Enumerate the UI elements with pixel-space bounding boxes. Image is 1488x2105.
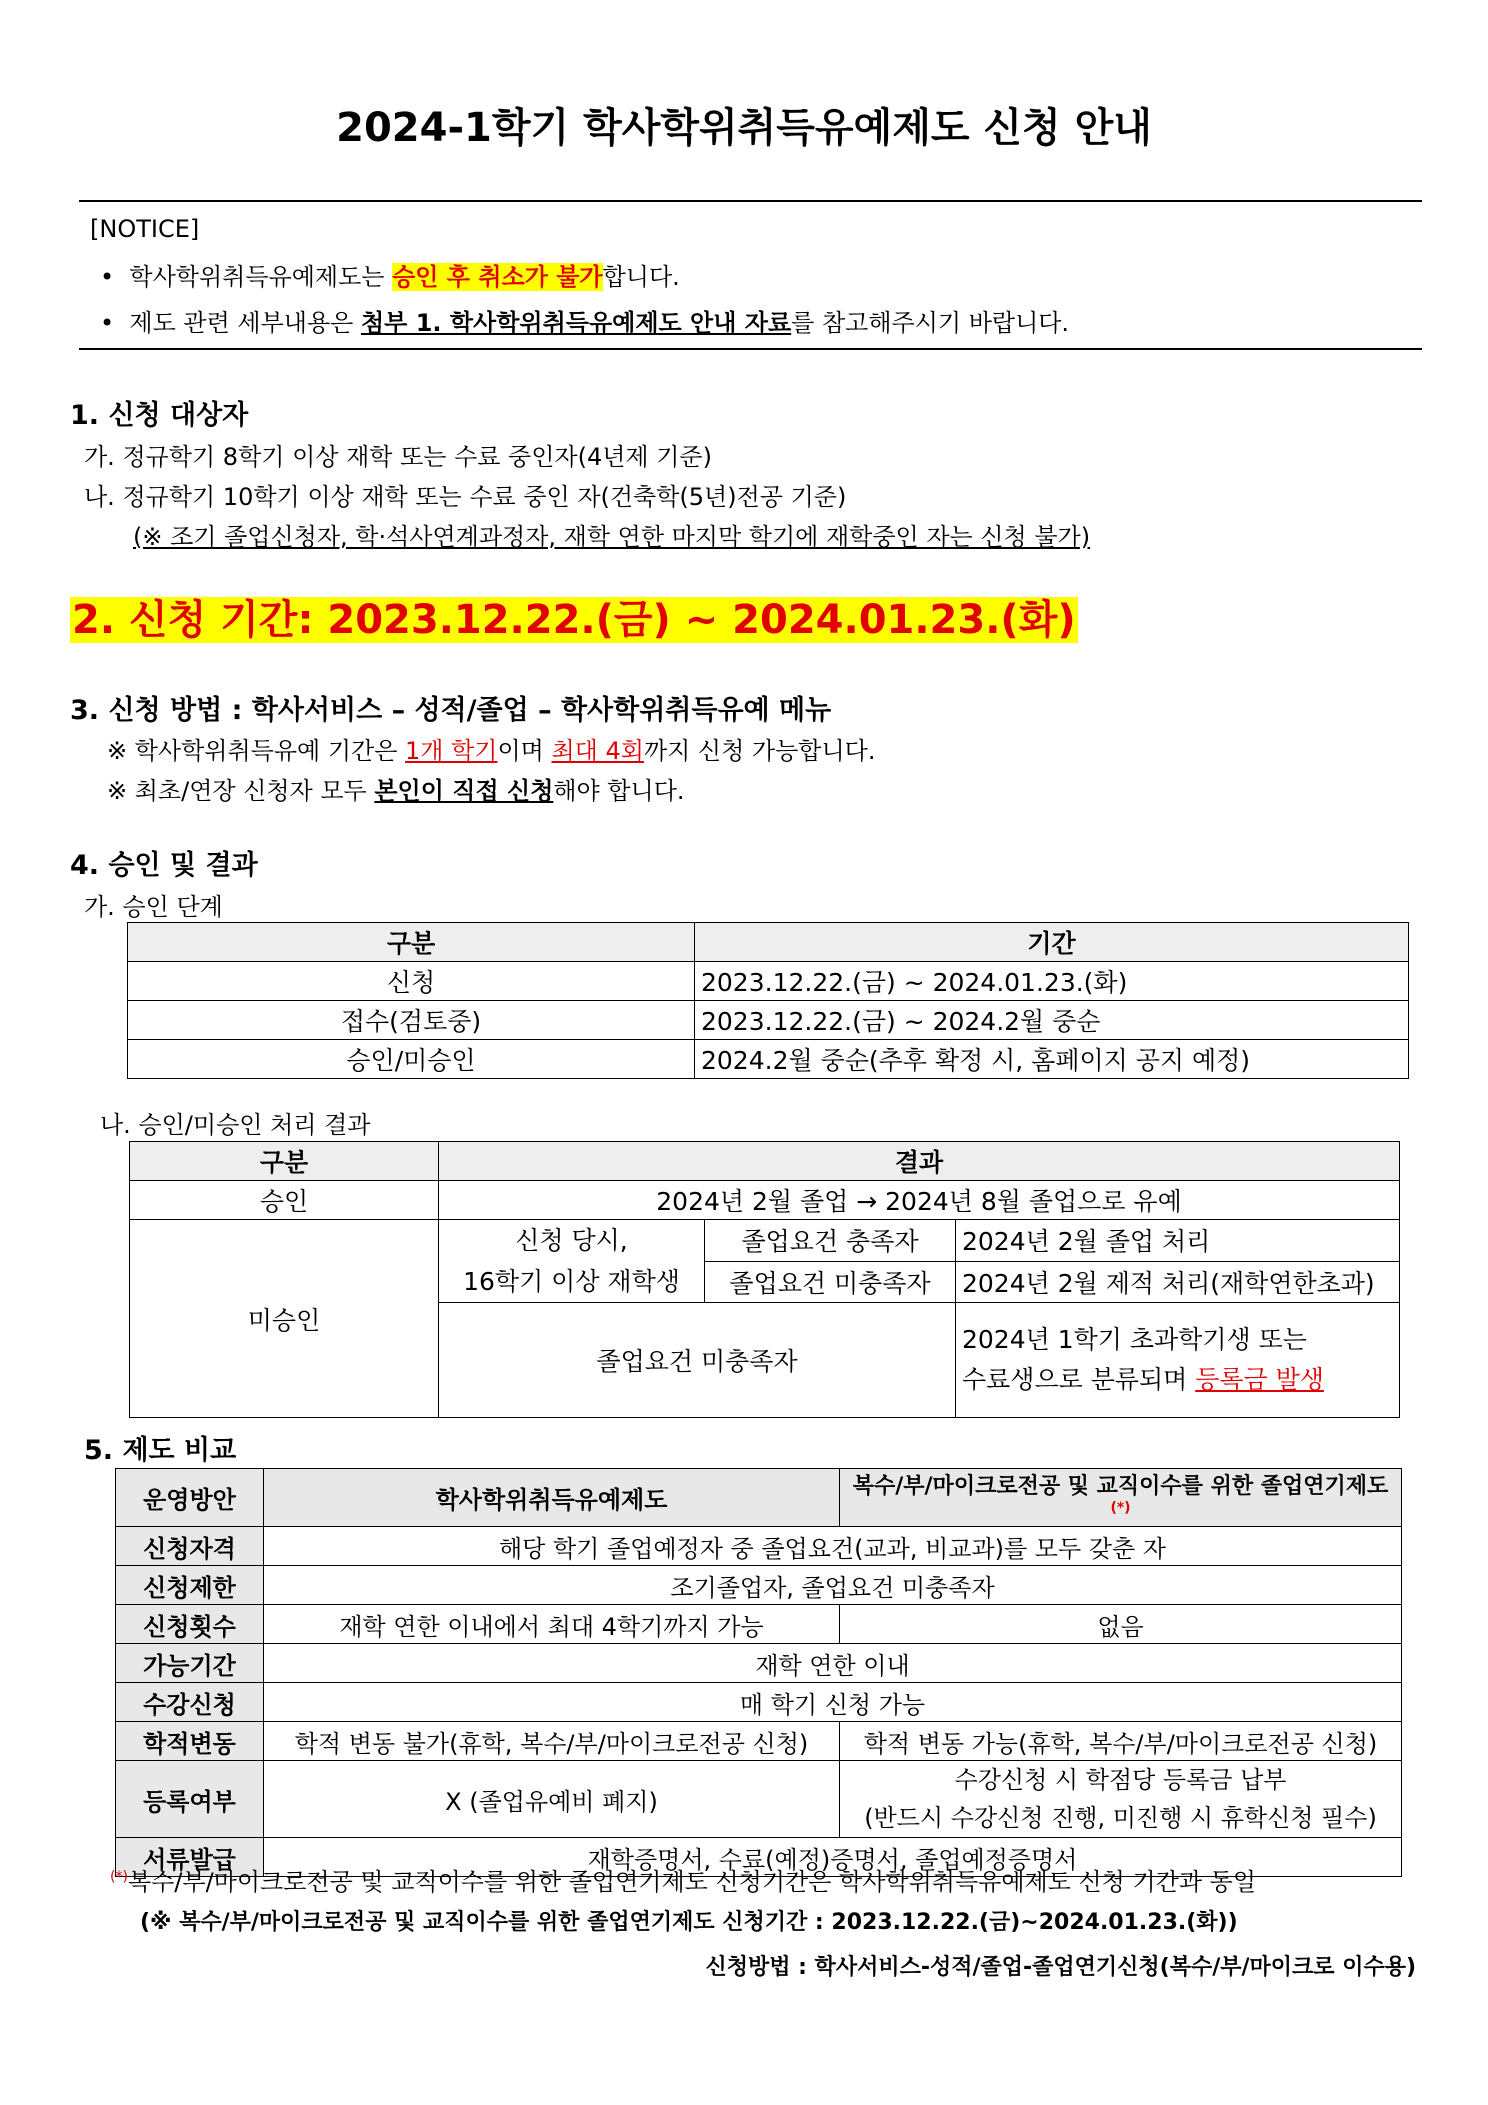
table-header: 기간 xyxy=(695,923,1409,962)
tuition-fee-emphasis: 등록금 발생 xyxy=(1195,1365,1324,1394)
section-3-note-2 xyxy=(107,771,685,806)
note-text: ※ 학사학위취득유예 기간은 xyxy=(107,737,406,765)
table-row xyxy=(130,1220,1400,1262)
table-cell: 접수(검토중) xyxy=(128,1001,695,1040)
row-label: 신청제한 xyxy=(116,1566,264,1605)
table-cell: 2024.2월 중순(추후 확정 시, 홈페이지 공지 예정) xyxy=(695,1040,1409,1079)
cell-line: 수강신청 시 학점당 등록금 납부 xyxy=(954,1766,1287,1795)
table-header-row xyxy=(116,1469,1402,1527)
application-period-highlight: 2. 신청 기간: 2023.12.22.(금) ~ 2024.01.23.(화) xyxy=(72,597,1076,643)
table-cell: 졸업요건 미충족자 xyxy=(439,1303,956,1418)
table-cell: 해당 학기 졸업예정자 중 졸업요건(교과, 비교과)를 모두 갖춘 자 xyxy=(264,1527,1402,1566)
section-4-sub-a: 가. 승인 단계 xyxy=(84,893,223,921)
table-cell: 2024년 2월 졸업 → 2024년 8월 졸업으로 유예 xyxy=(439,1181,1400,1220)
footnote-method: 신청방법 : 학사서비스-성적/졸업-졸업연기신청(복수/부/마이크로 이수용) xyxy=(705,1955,1416,1980)
table-header: 운영방안 xyxy=(116,1469,264,1527)
page-title: 2024-1학기 학사학위취득유예제도 신청 안내 xyxy=(336,105,1152,151)
note-text: 해야 합니다. xyxy=(553,777,685,805)
table-header: 구분 xyxy=(130,1142,439,1181)
table-row xyxy=(116,1644,1402,1683)
notice-emphasis: 승인 후 취소가 불가 xyxy=(392,263,603,291)
max-count-emphasis: 최대 4회 xyxy=(551,737,644,765)
footnote xyxy=(110,1862,1256,1897)
table-row xyxy=(116,1605,1402,1644)
table-cell: 매 학기 신청 가능 xyxy=(264,1683,1402,1722)
attachment-reference: 첨부 1. 학사학위취득유예제도 안내 자료 xyxy=(360,309,792,337)
table-header-row xyxy=(130,1142,1400,1181)
notice-text: 를 참고해주시기 바랍니다. xyxy=(791,309,1070,337)
notice-bullet-2 xyxy=(100,303,1069,338)
table-header: 학사학위취득유예제도 xyxy=(264,1469,840,1527)
self-apply-emphasis: 본인이 직접 신청 xyxy=(374,777,554,805)
table-cell: 졸업요건 미충족자 xyxy=(705,1261,956,1303)
table-cell: 졸업요건 충족자 xyxy=(705,1220,956,1262)
cell-line: 16학기 이상 재학생 xyxy=(463,1267,680,1296)
footnote-mark: (*) xyxy=(110,1869,128,1885)
section-1-note: (※ 조기 졸업신청자, 학·석사연계과정자, 재학 연한 마지막 학기에 재학중인 자는 신청 불가) xyxy=(133,523,1091,551)
table-cell: 신청 xyxy=(128,962,695,1001)
table-cell: 2023.12.22.(금) ~ 2024.01.23.(화) xyxy=(695,962,1409,1001)
footnote-period: (※ 복수/부/마이크로전공 및 교직이수를 위한 졸업연기제도 신청기간 : 2023.12.22.(금)~2024.01.23.(화)) xyxy=(140,1910,1238,1935)
table-header xyxy=(840,1469,1402,1527)
table-row xyxy=(116,1566,1402,1605)
section-4-heading: 4. 승인 및 결과 xyxy=(70,850,258,881)
table-row xyxy=(116,1527,1402,1566)
section-4-sub-b: 나. 승인/미승인 처리 결과 xyxy=(100,1111,371,1139)
footnote-text: 복수/부/마이크로전공 및 교직이수를 위한 졸업연기제도 신청기간은 학사학위취득유예제도 신청 기간과 동일 xyxy=(127,1868,1257,1896)
table-header: 구분 xyxy=(128,923,695,962)
table-cell: 조기졸업자, 졸업요건 미충족자 xyxy=(264,1566,1402,1605)
table-row xyxy=(130,1181,1400,1220)
table-cell: 학적 변동 가능(휴학, 복수/부/마이크로전공 신청) xyxy=(840,1722,1402,1761)
table-cell: 승인/미승인 xyxy=(128,1040,695,1079)
table-row xyxy=(128,1040,1409,1079)
approval-result-table xyxy=(129,1141,1400,1418)
notice-text: 제도 관련 세부내용은 xyxy=(129,309,361,337)
notice-text: 합니다. xyxy=(602,263,680,291)
row-label: 등록여부 xyxy=(116,1761,264,1838)
cell-line: (반드시 수강신청 진행, 미진행 시 휴학신청 필수) xyxy=(864,1804,1377,1833)
table-header: 결과 xyxy=(439,1142,1400,1181)
section-3-heading: 3. 신청 방법 : 학사서비스 – 성적/졸업 – 학사학위취득유예 메뉴 xyxy=(70,695,832,726)
section-1-heading: 1. 신청 대상자 xyxy=(70,400,249,431)
one-semester-emphasis: 1개 학기 xyxy=(405,737,498,765)
cell-line xyxy=(962,1360,1393,1400)
table-row xyxy=(116,1761,1402,1838)
notice-top-rule xyxy=(79,200,1422,202)
notice-bottom-rule xyxy=(79,348,1422,350)
table-row xyxy=(116,1683,1402,1722)
table-cell: 승인 xyxy=(130,1181,439,1220)
cell-line: 신청 당시, xyxy=(515,1226,628,1255)
notice-bullet-1 xyxy=(100,257,680,292)
table-cell: 학적 변동 불가(휴학, 복수/부/마이크로전공 신청) xyxy=(264,1722,840,1761)
notice-text: 학사학위취득유예제도는 xyxy=(129,263,393,291)
row-label: 신청자격 xyxy=(116,1527,264,1566)
note-text: 이며 xyxy=(497,737,552,765)
note-text: 까지 신청 가능합니다. xyxy=(643,737,876,765)
system-comparison-table xyxy=(115,1468,1402,1877)
table-cell: 2024년 2월 졸업 처리 xyxy=(956,1220,1400,1262)
row-label: 수강신청 xyxy=(116,1683,264,1722)
table-cell: 재학 연한 이내 xyxy=(264,1644,1402,1683)
table-cell: 미승인 xyxy=(130,1220,439,1418)
section-1-item-a: 가. 정규학기 8학기 이상 재학 또는 수료 중인자(4년제 기준) xyxy=(84,443,712,471)
table-cell: 재학증명서, 수료(예정)증명서, 졸업예정증명서 xyxy=(264,1838,1402,1877)
cell-line: 2024년 1학기 초과학기생 또는 xyxy=(962,1325,1307,1354)
row-label: 서류발급 xyxy=(116,1838,264,1877)
table-cell: 재학 연한 이내에서 최대 4학기까지 가능 xyxy=(264,1605,840,1644)
section-1-item-b: 나. 정규학기 10학기 이상 재학 또는 수료 중인 자(건축학(5년)전공 기준) xyxy=(84,483,847,511)
table-cell: X (졸업유예비 폐지) xyxy=(264,1761,840,1838)
row-label: 신청횟수 xyxy=(116,1605,264,1644)
section-2-period xyxy=(70,588,1078,645)
table-cell: 2024년 2월 제적 처리(재학연한초과) xyxy=(956,1261,1400,1303)
row-label: 가능기간 xyxy=(116,1644,264,1683)
table-cell: 2023.12.22.(금) ~ 2024.2월 중순 xyxy=(695,1001,1409,1040)
section-3-note-1 xyxy=(107,731,875,766)
table-row xyxy=(128,962,1409,1001)
table-cell xyxy=(439,1220,705,1303)
section-5-heading: 5. 제도 비교 xyxy=(84,1435,237,1466)
row-label: 학적변동 xyxy=(116,1722,264,1761)
header-text: 복수/부/마이크로전공 및 교직이수를 위한 졸업연기제도 xyxy=(852,1474,1389,1499)
table-row xyxy=(116,1722,1402,1761)
approval-stage-table xyxy=(127,922,1409,1079)
table-row xyxy=(128,1001,1409,1040)
bullet-dot: • xyxy=(100,263,130,291)
notice-heading: [NOTICE] xyxy=(90,215,200,243)
table-header-row xyxy=(128,923,1409,962)
table-cell xyxy=(840,1761,1402,1838)
cell-text: 수료생으로 분류되며 xyxy=(962,1365,1196,1394)
note-text: ※ 최초/연장 신청자 모두 xyxy=(107,777,375,805)
footnote-mark: (*) xyxy=(1110,1500,1131,1516)
table-cell xyxy=(956,1303,1400,1418)
table-cell: 없음 xyxy=(840,1605,1402,1644)
bullet-dot: • xyxy=(100,309,130,337)
